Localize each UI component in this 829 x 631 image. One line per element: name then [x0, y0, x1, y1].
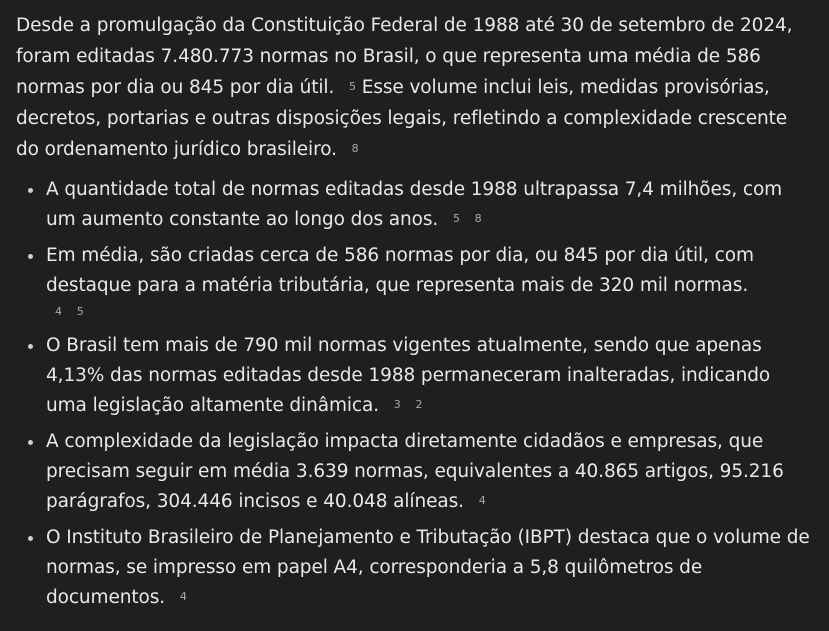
list-item: [16, 175, 813, 235]
list-item: [16, 523, 813, 613]
list-item-text: Em média, são criadas cerca de 586 normas por dia, ou 845 por dia útil, com destaque para a matéria tributária, que representa mais de 320 mil normas.: [46, 245, 754, 296]
citation-link[interactable]: 5: [349, 80, 356, 93]
citation-link[interactable]: 5: [76, 305, 84, 318]
citation-link[interactable]: 4: [179, 590, 187, 603]
list-item-text: O Brasil tem mais de 790 mil normas vigentes atualmente, sendo que apenas 4,13% das normas editadas desde 1988 permaneceram inalteradas, indicando uma legislação altamente dinâmica.: [46, 335, 771, 416]
citation-link[interactable]: 4: [478, 494, 486, 507]
bullet-dot-icon: [28, 344, 33, 349]
citation-link[interactable]: 5: [452, 212, 460, 225]
list-item: [16, 241, 813, 325]
bullet-dot-icon: [28, 536, 33, 541]
citation-group: [44, 301, 813, 325]
intro-text: Desde a promulgação da Constituição Federal de 1988 até 30 de setembro de 2024, foram editadas 7.480.773 normas no Brasil, o que representa uma média de 586 normas por dia ou 845 por dia útil.: [16, 15, 793, 98]
bullet-dot-icon: [28, 188, 33, 193]
bullet-list: [16, 175, 813, 613]
intro-paragraph: [16, 10, 813, 165]
list-item: [16, 427, 813, 517]
citation-link[interactable]: 8: [351, 142, 359, 155]
list-item-text: A quantidade total de normas editadas desde 1988 ultrapassa 7,4 milhões, com um aumento constante ao longo dos anos.: [46, 179, 783, 230]
bullet-dot-icon: [28, 254, 33, 259]
intro-text-2: Esse volume inclui leis, medidas provisórias, decretos, portarias e outras disposições legais, refletindo a complexidade crescente do ordenamento jurídico brasileiro.: [16, 77, 788, 160]
citation-link[interactable]: 4: [55, 305, 62, 318]
bullet-dot-icon: [28, 440, 33, 445]
citation-link[interactable]: 8: [474, 212, 482, 225]
citation-link[interactable]: 2: [415, 398, 423, 411]
list-item-text: A complexidade da legislação impacta diretamente cidadãos e empresas, que precisam seguir em média 3.639 normas, equivalentes a 40.865 artigos, 95.216 parágrafos, 304.446 incisos e 40.048 alíneas.: [46, 431, 784, 512]
list-item-text: O Instituto Brasileiro de Planejamento e Tributação (IBPT) destaca que o volume de normas, se impresso em papel A4, corresponderia a 5,8 quilômetros de documentos.: [46, 527, 810, 608]
citation-link[interactable]: 3: [393, 398, 401, 411]
list-item: [16, 331, 813, 421]
